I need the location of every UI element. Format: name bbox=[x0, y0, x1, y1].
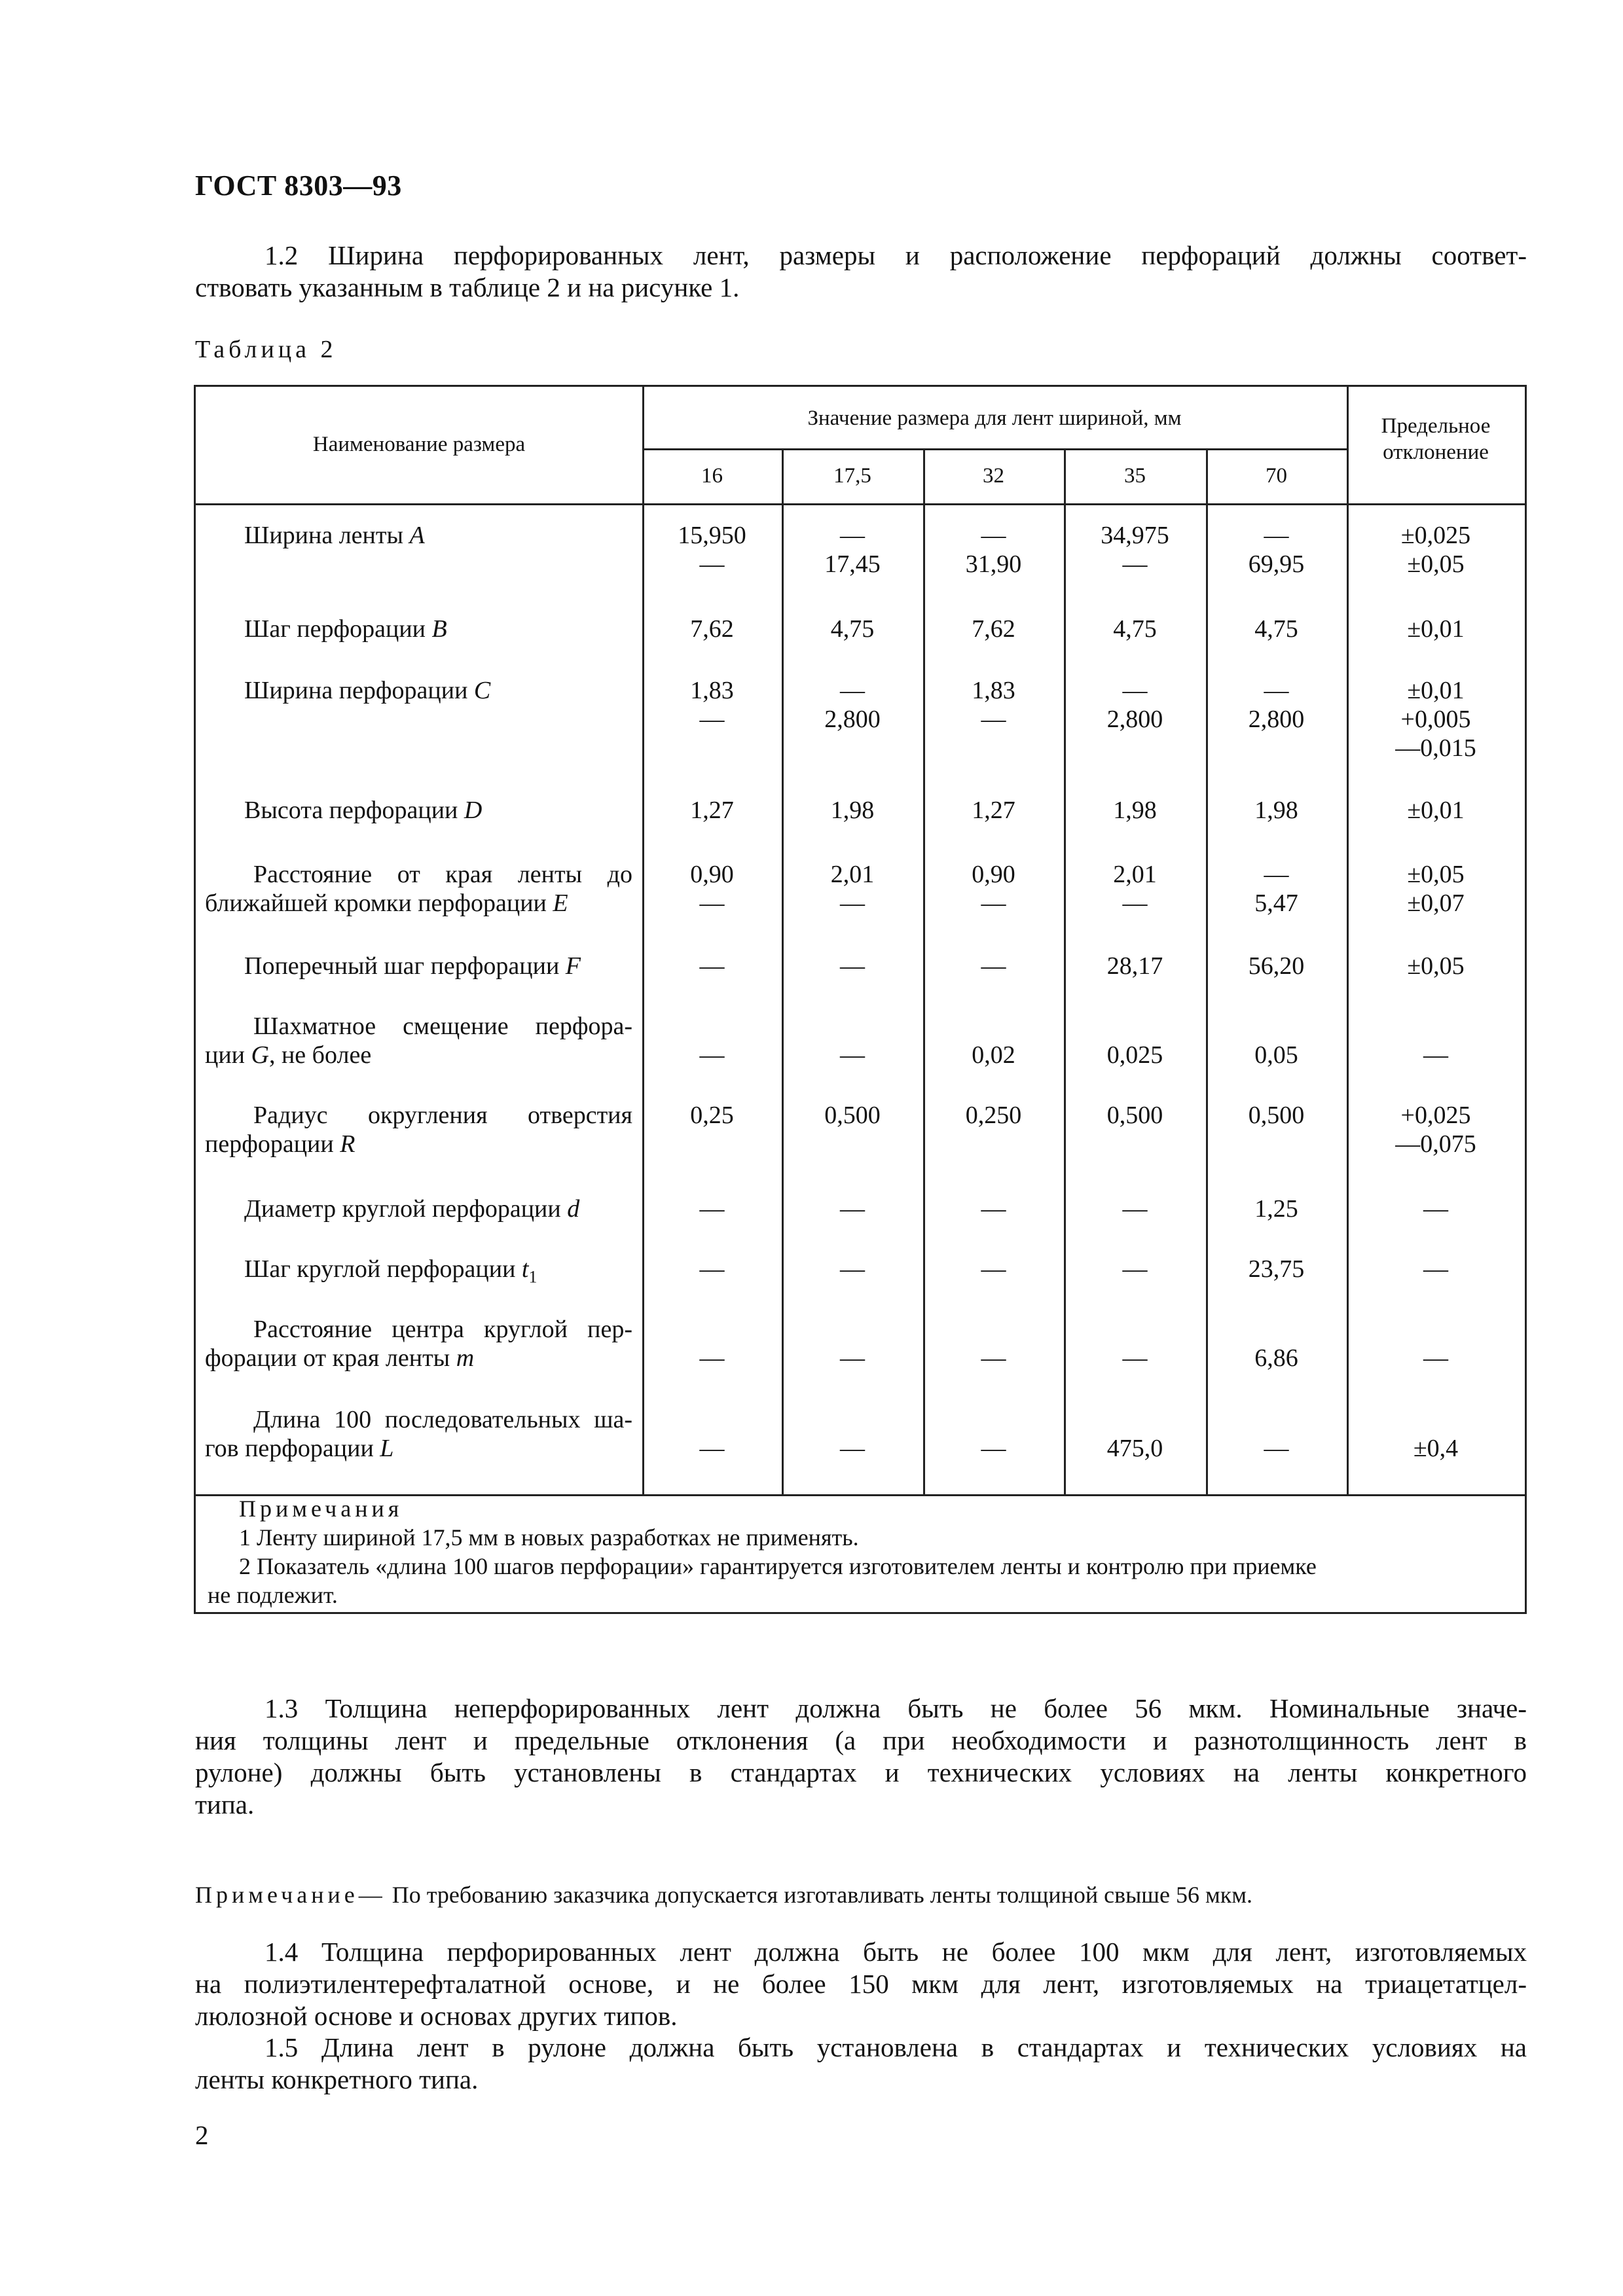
paragraph-1-4 bbox=[195, 1936, 1527, 2032]
row-name-text: Расстояние центра круглой пер- bbox=[253, 1316, 632, 1343]
row-name bbox=[205, 860, 632, 918]
inline-note-text: По требованию заказчика допускается изготавливать ленты толщиной свыше 56 мкм. bbox=[386, 1882, 1253, 1908]
table-cell: — bbox=[1122, 1344, 1148, 1372]
table-cell: 1,98 bbox=[1254, 797, 1298, 824]
table-cell: 7,62 bbox=[690, 615, 734, 643]
tolerance-cell: ±0,01 bbox=[1407, 797, 1465, 824]
table-cell: — bbox=[699, 1255, 725, 1283]
inline-note bbox=[195, 1880, 1527, 1909]
row-name bbox=[196, 952, 628, 980]
paragraph-line: люлозной основе и основах других типов. bbox=[195, 2001, 678, 2031]
row-name bbox=[196, 615, 628, 643]
row-name-text: Высота перфорации bbox=[244, 797, 464, 824]
paragraph-1-3 bbox=[195, 1693, 1527, 1821]
table-cell: 1,98 bbox=[1113, 797, 1157, 824]
width-header: 32 bbox=[983, 464, 1004, 488]
table-divider bbox=[196, 503, 1525, 505]
row-name bbox=[205, 1315, 632, 1372]
row-name bbox=[196, 1255, 628, 1292]
table-cell: 0,500 bbox=[1248, 1102, 1305, 1129]
table-cell: 6,86 bbox=[1254, 1344, 1298, 1372]
table-cell: 0,02 bbox=[972, 1041, 1015, 1069]
width-header: 17,5 bbox=[833, 464, 871, 488]
tolerance-cell: +0,025 —0,075 bbox=[1395, 1102, 1476, 1158]
row-variable: F bbox=[565, 952, 581, 980]
paragraph-1-2 bbox=[195, 240, 1527, 304]
table-cell: — bbox=[840, 952, 865, 980]
row-name-text: Шахматное смещение перфора- bbox=[253, 1013, 632, 1040]
row-variable: E bbox=[553, 889, 568, 917]
tolerance-cell: ±0,025 ±0,05 bbox=[1400, 522, 1471, 578]
row-name bbox=[196, 676, 628, 705]
tolerance-cell: — bbox=[1423, 1344, 1448, 1372]
table-cell: — 17,45 bbox=[824, 522, 881, 578]
row-name-text: Шаг круглой перфорации bbox=[244, 1255, 522, 1283]
table-cell: 0,90 — bbox=[972, 861, 1015, 917]
row-variable: L bbox=[380, 1435, 394, 1462]
row-name-text: ции bbox=[205, 1041, 251, 1069]
table-cell: — bbox=[699, 1435, 725, 1462]
tolerance-cell: ±0,4 bbox=[1413, 1435, 1459, 1462]
paragraph-line: типа. bbox=[195, 1789, 255, 1820]
paragraph-1-5 bbox=[195, 2032, 1527, 2096]
table-cell: — bbox=[840, 1041, 865, 1069]
row-name-text: форации от края ленты bbox=[205, 1344, 456, 1372]
table-cell: 0,025 bbox=[1106, 1041, 1163, 1069]
row-variable: A bbox=[409, 522, 425, 549]
table-cell: — bbox=[981, 952, 1006, 980]
table-cell: — bbox=[981, 1255, 1006, 1283]
table-cell: 34,975 — bbox=[1101, 522, 1169, 578]
table-cell: — bbox=[840, 1435, 865, 1462]
row-name bbox=[196, 521, 628, 550]
note-2-continuation: не подлежит. bbox=[208, 1582, 338, 1608]
table-cell: 0,500 bbox=[824, 1102, 881, 1129]
table-cell: — bbox=[981, 1435, 1006, 1462]
inline-note-label: Примечание— bbox=[195, 1882, 386, 1908]
paragraph-line: ния толщины лент и предельные отклонения (а при необходимости и разнотолщинность лент в bbox=[195, 1725, 1527, 1755]
table-cell: 15,950 — bbox=[678, 522, 746, 578]
row-name-text: Ширина перфорации bbox=[244, 677, 474, 704]
table-cell: 23,75 bbox=[1248, 1255, 1305, 1283]
row-name bbox=[205, 1012, 632, 1069]
tolerance-cell: ±0,01 +0,005 —0,015 bbox=[1395, 677, 1476, 762]
tolerance-cell: — bbox=[1423, 1041, 1448, 1069]
table-cell: — 2,800 bbox=[1106, 677, 1163, 733]
document-header: ГОСТ 8303—93 bbox=[195, 170, 402, 202]
table-cell: — bbox=[1122, 1255, 1148, 1283]
page-number: 2 bbox=[195, 2120, 209, 2150]
row-variable: G bbox=[251, 1041, 269, 1069]
table-cell: — bbox=[699, 952, 725, 980]
table-cell: — 2,800 bbox=[824, 677, 881, 733]
width-header: 16 bbox=[701, 464, 723, 488]
table-cell: 0,25 bbox=[690, 1102, 734, 1129]
table-divider bbox=[642, 448, 1347, 450]
table-cell: 0,250 bbox=[965, 1102, 1022, 1129]
tolerance-cell: ±0,05 bbox=[1407, 952, 1465, 980]
row-name-text: Длина 100 последовательных ша- bbox=[253, 1406, 632, 1433]
table-cell: — bbox=[1122, 1195, 1148, 1223]
table-cell: 475,0 bbox=[1106, 1435, 1163, 1462]
table-cell: 28,17 bbox=[1106, 952, 1163, 980]
table-cell: — bbox=[699, 1344, 725, 1372]
table-cell: 0,05 bbox=[1254, 1041, 1298, 1069]
table-cell: — bbox=[1264, 1435, 1289, 1462]
paragraph-line: 1.2 Ширина перфорированных лент, размеры и расположение перфораций должны соответ- bbox=[264, 240, 1527, 270]
dimensions-table bbox=[194, 385, 1527, 1614]
table-cell: 1,83 — bbox=[972, 677, 1015, 733]
paragraph-line: 1.4 Толщина перфорированных лент должна быть не более 100 мкм для лент, изготовляемых bbox=[264, 1937, 1527, 1967]
row-variable: C bbox=[473, 677, 491, 704]
row-name-text: Шаг перфорации bbox=[244, 615, 432, 643]
width-header: 70 bbox=[1266, 464, 1287, 488]
table-cell: 1,27 bbox=[690, 797, 734, 824]
tolerance-header-line: отклонение bbox=[1383, 440, 1489, 464]
table-cell: 56,20 bbox=[1248, 952, 1305, 980]
column-header-tolerance bbox=[1347, 413, 1525, 465]
table-cell: 1,83 — bbox=[690, 677, 734, 733]
table-cell: 1,27 bbox=[972, 797, 1015, 824]
table-cell: — bbox=[840, 1344, 865, 1372]
row-variable: R bbox=[340, 1130, 356, 1158]
row-name-text: гов перфорации bbox=[205, 1435, 380, 1462]
paragraph-line: на полиэтилентерефталатной основе, и не более 150 мкм для лент, изготовляемых на триацетатцел- bbox=[195, 1969, 1527, 1999]
table-cell: — 31,90 bbox=[965, 522, 1022, 578]
tolerance-cell: ±0,05 ±0,07 bbox=[1407, 861, 1465, 917]
table-cell: — bbox=[981, 1195, 1006, 1223]
row-name-text: Расстояние от края ленты до bbox=[253, 861, 632, 888]
row-name-text: Диаметр круглой перфорации bbox=[244, 1195, 568, 1223]
row-variable: D bbox=[464, 797, 483, 824]
row-name bbox=[205, 1405, 632, 1463]
table-cell: 0,500 bbox=[1106, 1102, 1163, 1129]
row-name-text: , не более bbox=[268, 1041, 372, 1069]
row-name-text: перфорации bbox=[205, 1130, 340, 1158]
paragraph-line: ленты конкретного типа. bbox=[195, 2064, 479, 2094]
tolerance-cell: — bbox=[1423, 1255, 1448, 1283]
table-notes bbox=[196, 1494, 1525, 1609]
table-caption: Таблица 2 bbox=[195, 336, 337, 363]
note-2: 2 Показатель «длина 100 шагов перфорации» гарантируется изготовителем ленты и контролю при приемке bbox=[239, 1553, 1317, 1579]
row-name bbox=[196, 1194, 628, 1223]
row-name bbox=[196, 796, 628, 825]
row-variable: d bbox=[567, 1195, 580, 1223]
row-name-text: ближайшей кромки перфорации bbox=[205, 889, 553, 917]
table-cell: 7,62 bbox=[972, 615, 1015, 643]
tolerance-header-line: Предельное bbox=[1381, 414, 1491, 438]
row-name-text: Поперечный шаг перфорации bbox=[244, 952, 566, 980]
notes-title: Примечания bbox=[239, 1496, 403, 1522]
table-cell: 2,01 — bbox=[1113, 861, 1157, 917]
table-cell: — 2,800 bbox=[1248, 677, 1305, 733]
tolerance-cell: ±0,01 bbox=[1407, 615, 1465, 643]
table-cell: 1,98 bbox=[830, 797, 875, 824]
row-variable: B bbox=[431, 615, 447, 643]
table-cell: — bbox=[699, 1041, 725, 1069]
table-cell: — 69,95 bbox=[1248, 522, 1305, 578]
row-variable-subscript: 1 bbox=[528, 1267, 538, 1287]
row-variable: m bbox=[456, 1344, 475, 1372]
table-cell: 0,90 — bbox=[690, 861, 734, 917]
paragraph-line: ствовать указанным в таблице 2 и на рисунке 1. bbox=[195, 272, 740, 302]
width-header: 35 bbox=[1124, 464, 1146, 488]
row-name-text: Ширина ленты bbox=[244, 522, 410, 549]
table-cell: 2,01 — bbox=[830, 861, 875, 917]
table-cell: — 5,47 bbox=[1254, 861, 1298, 917]
row-variable: t bbox=[521, 1255, 529, 1283]
note-1: 1 Ленту шириной 17,5 мм в новых разработках не применять. bbox=[239, 1524, 859, 1551]
row-name bbox=[205, 1101, 632, 1158]
paragraph-line: рулоне) должны быть установлены в стандартах и технических условиях на ленты конкретного bbox=[195, 1757, 1527, 1787]
table-cell: 1,25 bbox=[1254, 1195, 1298, 1223]
table-cell: 4,75 bbox=[1254, 615, 1298, 643]
table-cell: — bbox=[981, 1344, 1006, 1372]
paragraph-line: 1.5 Длина лент в рулоне должна быть установлена в стандартах и технических условиях на bbox=[264, 2032, 1527, 2062]
table-cell: — bbox=[840, 1195, 865, 1223]
table-cell: — bbox=[840, 1255, 865, 1283]
paragraph-line: 1.3 Толщина неперфорированных лент должна быть не более 56 мкм. Номинальные значе- bbox=[264, 1693, 1527, 1723]
column-header-name: Наименование размера bbox=[312, 433, 526, 456]
column-group-header: Значение размера для лент шириной, мм bbox=[807, 406, 1182, 430]
tolerance-cell: — bbox=[1423, 1195, 1448, 1223]
table-cell: — bbox=[699, 1195, 725, 1223]
row-name-text: Радиус округления отверстия bbox=[253, 1102, 632, 1129]
table-cell: 4,75 bbox=[1113, 615, 1157, 643]
table-cell: 4,75 bbox=[830, 615, 875, 643]
